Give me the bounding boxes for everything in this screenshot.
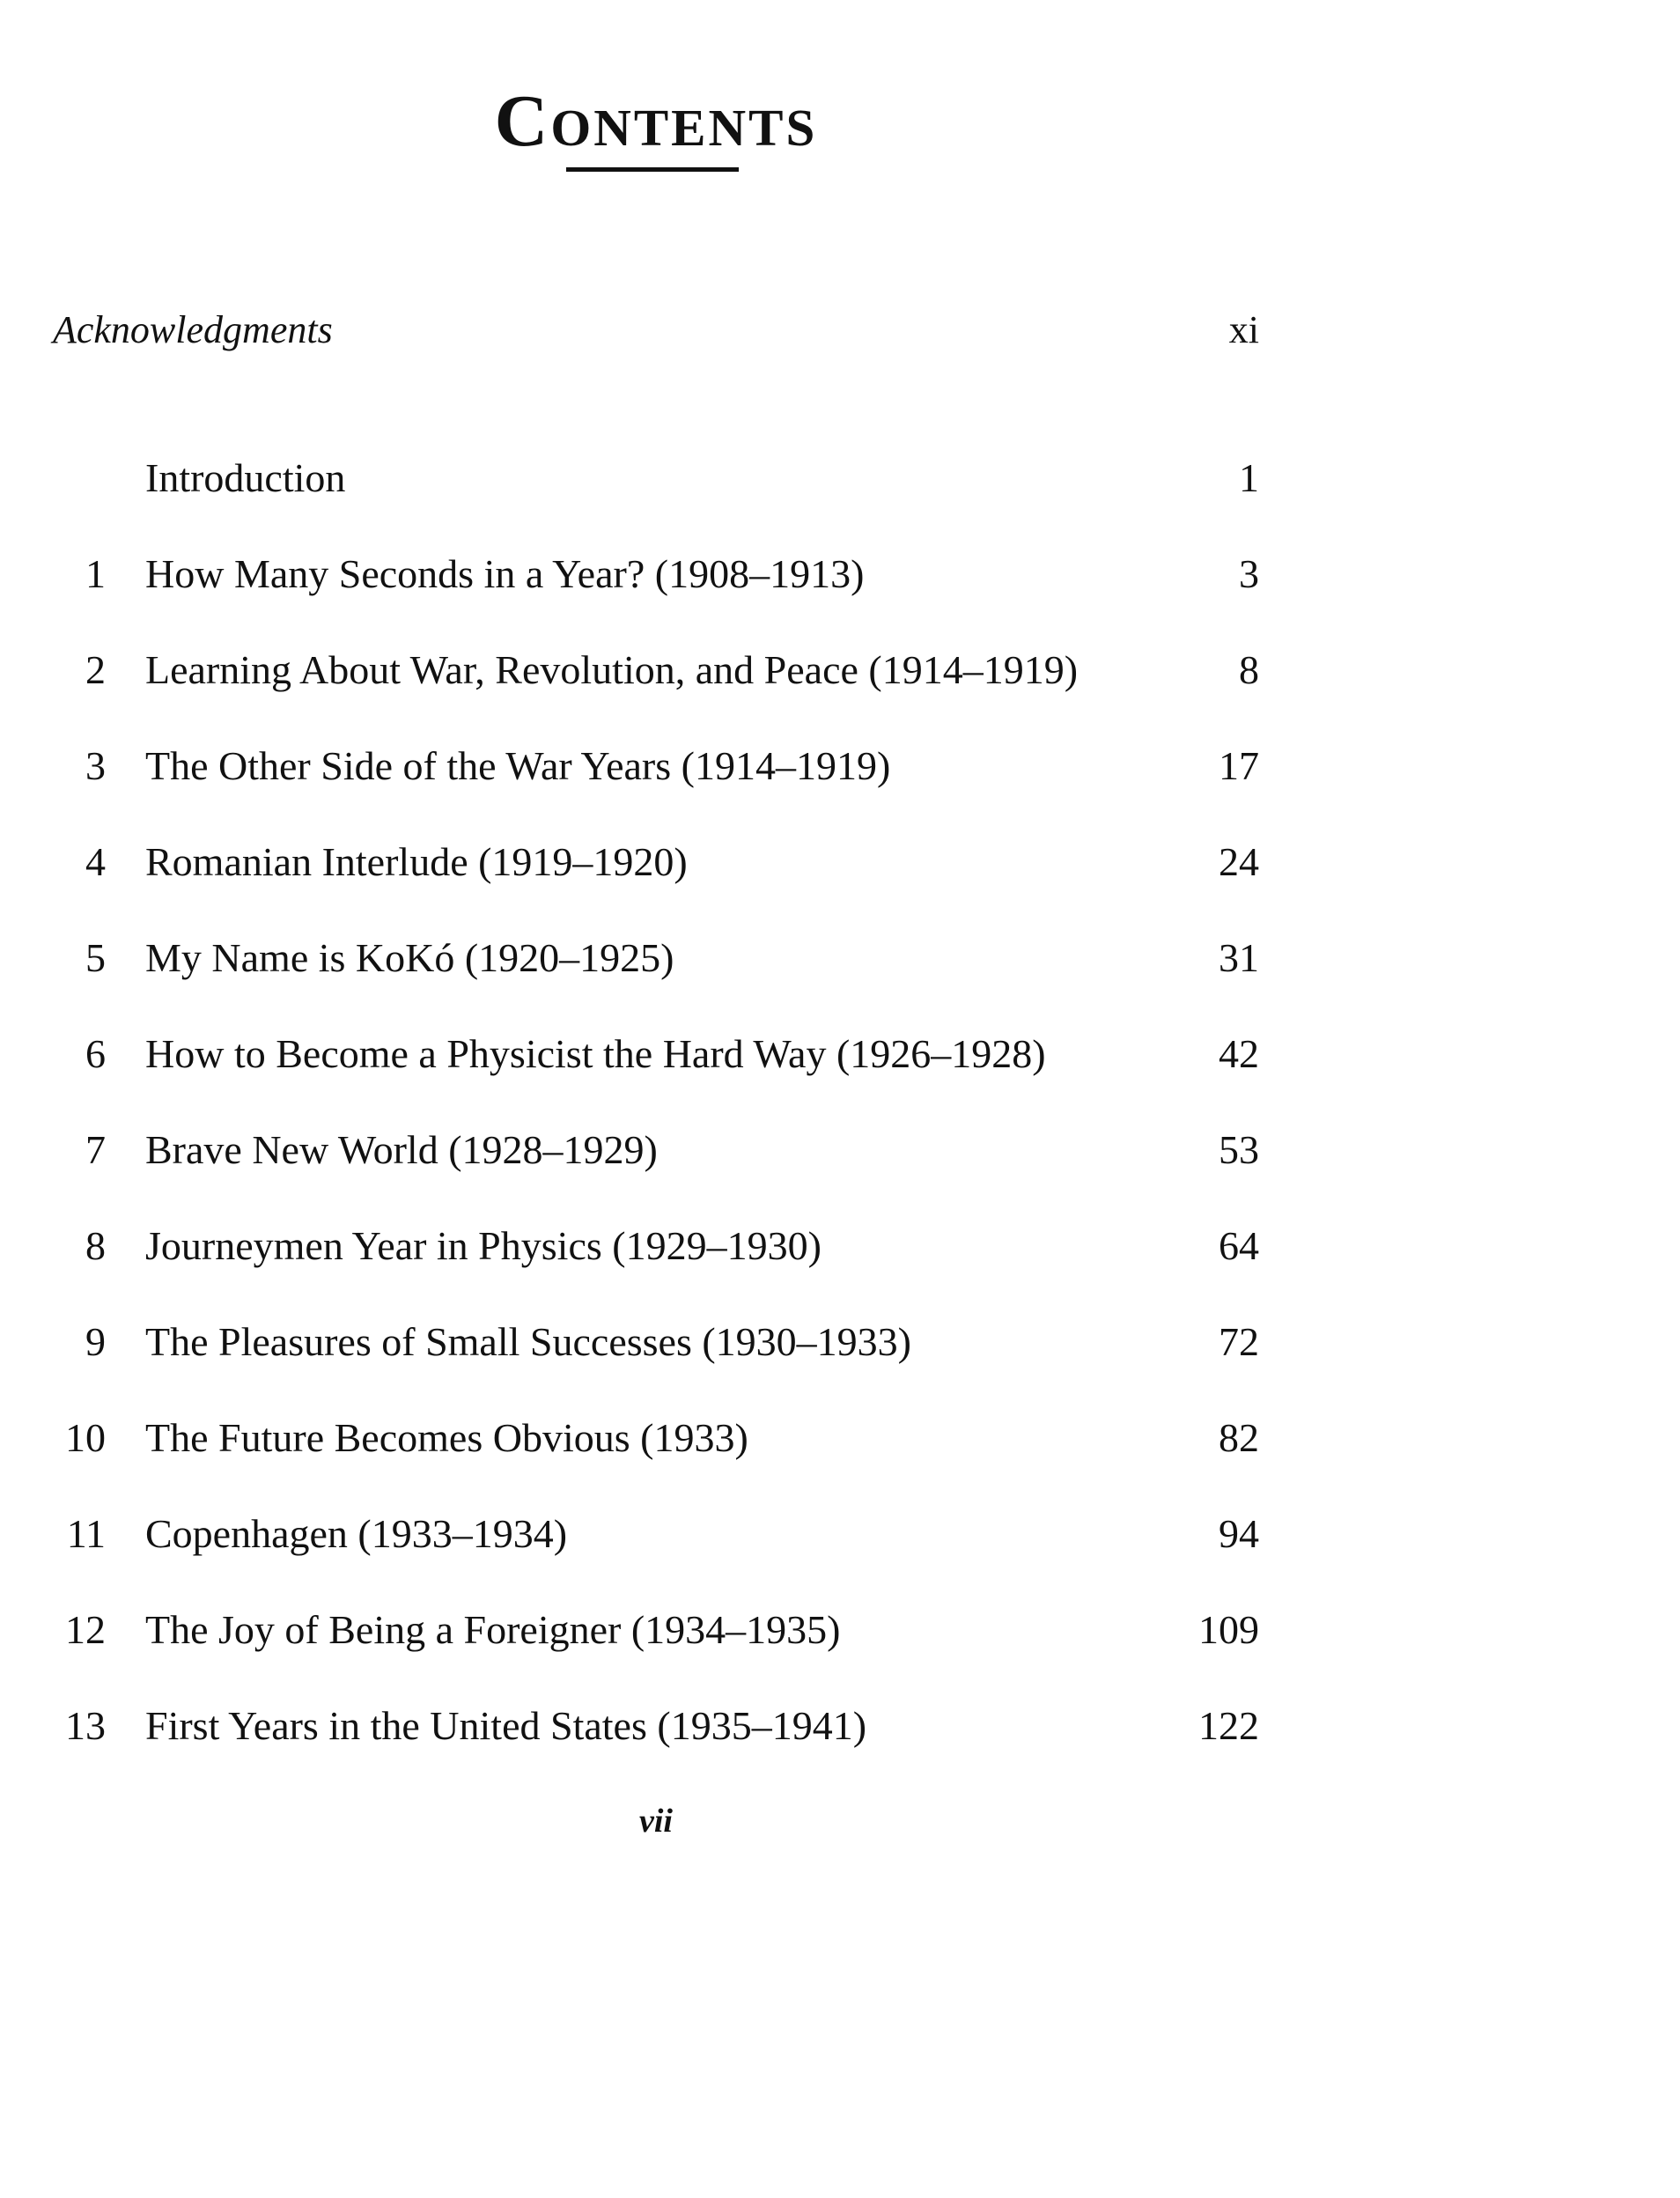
chapter-title: The Joy of Being a Foreigner (1934–1935)	[145, 1607, 841, 1652]
chapter-title: Romanian Interlude (1919–1920)	[145, 839, 688, 884]
chapter-number: 5	[85, 935, 106, 980]
toc-entry-8[interactable]	[53, 1220, 1259, 1316]
chapter-title: Learning About War, Revolution, and Peace (1914–1919)	[145, 647, 1079, 692]
page-number: 109	[1198, 1607, 1259, 1652]
chapter-title: The Future Becomes Obvious (1933)	[145, 1415, 748, 1460]
chapter-title: Introduction	[145, 455, 346, 500]
chapter-title: Brave New World (1928–1929)	[145, 1127, 658, 1172]
chapter-number: 6	[85, 1031, 106, 1076]
toc-list	[53, 452, 1259, 1796]
chapter-title: How Many Seconds in a Year? (1908–1913)	[145, 551, 865, 596]
chapter-title: First Years in the United States (1935–1941)	[145, 1703, 867, 1748]
toc-front-matter-title: Acknowledgments	[53, 308, 333, 351]
page-number: 17	[1219, 743, 1259, 788]
page-number: 3	[1239, 551, 1259, 596]
toc-entry-2[interactable]	[53, 644, 1259, 740]
toc-entry-12[interactable]	[53, 1604, 1259, 1700]
page-number: 24	[1219, 839, 1259, 884]
chapter-title: Journeymen Year in Physics (1929–1930)	[145, 1223, 822, 1268]
page-number: 122	[1198, 1703, 1259, 1748]
page-number: 94	[1219, 1511, 1259, 1556]
toc-entry-13[interactable]	[53, 1700, 1259, 1796]
toc-entry-11[interactable]	[53, 1508, 1259, 1604]
toc-entry-7[interactable]	[53, 1124, 1259, 1220]
chapter-number: 13	[65, 1703, 106, 1748]
toc-entry-4[interactable]	[53, 836, 1259, 932]
toc-entry-introduction[interactable]	[53, 452, 1259, 548]
page-number: 42	[1219, 1031, 1259, 1076]
chapter-number: 3	[85, 743, 106, 788]
chapter-number: 2	[85, 647, 106, 692]
chapter-number: 12	[65, 1607, 106, 1652]
page-number: 8	[1239, 647, 1259, 692]
chapter-number: 9	[85, 1319, 106, 1364]
page-number: 1	[1239, 455, 1259, 500]
chapter-number: 10	[65, 1415, 106, 1460]
chapter-number: 11	[66, 1511, 106, 1556]
chapter-number: 4	[85, 839, 106, 884]
chapter-title: The Pleasures of Small Successes (1930–1933)	[145, 1319, 912, 1364]
chapter-title: Copenhagen (1933–1934)	[145, 1511, 568, 1556]
toc-entry-3[interactable]	[53, 740, 1259, 836]
page-number: 64	[1219, 1223, 1259, 1268]
page-number: 72	[1219, 1319, 1259, 1364]
toc-entry-6[interactable]	[53, 1028, 1259, 1124]
page-number: 53	[1219, 1127, 1259, 1172]
toc-entry-10[interactable]	[53, 1412, 1259, 1508]
chapter-title: My Name is KoKó (1920–1925)	[145, 935, 674, 980]
chapter-title: How to Become a Physicist the Hard Way (1926–1928)	[145, 1031, 1046, 1076]
toc-front-matter-page: xi	[1228, 308, 1259, 351]
toc-entry-1[interactable]	[53, 548, 1259, 644]
page-number: 82	[1219, 1415, 1259, 1460]
title-rule	[566, 167, 739, 172]
page-folio: vii	[639, 1803, 673, 1840]
chapter-number: 1	[85, 551, 106, 596]
chapter-title: The Other Side of the War Years (1914–1919)	[145, 743, 891, 788]
chapter-number: 8	[85, 1223, 106, 1268]
page-number: 31	[1219, 935, 1259, 980]
toc-entry-9[interactable]	[53, 1316, 1259, 1412]
page-title: Contents	[494, 80, 818, 163]
toc-front-matter-row[interactable]	[53, 304, 1259, 357]
chapter-number: 7	[85, 1127, 106, 1172]
toc-entry-5[interactable]	[53, 932, 1259, 1028]
